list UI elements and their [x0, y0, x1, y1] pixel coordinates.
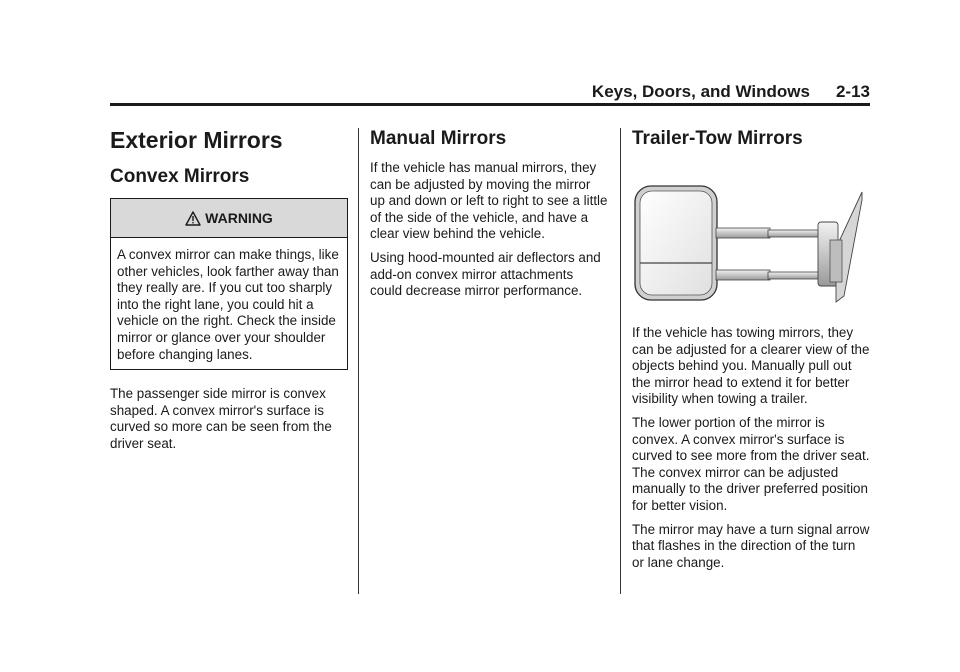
subsection-heading: Manual Mirrors	[370, 128, 507, 149]
column-divider	[358, 128, 359, 594]
warning-triangle-icon	[185, 211, 201, 226]
column-divider	[620, 128, 621, 594]
subsection-heading: Convex Mirrors	[110, 166, 250, 187]
body-paragraph: The mirror may have a turn signal arrow that flashes in the direction of the turn or lane change.	[632, 521, 870, 570]
section-heading: Exterior Mirrors	[110, 127, 283, 153]
body-paragraph: The passenger side mirror is convex shaped. A convex mirror's surface is curved so more can be seen from the driver seat.	[110, 386, 332, 451]
subsection-heading: Trailer-Tow Mirrors	[632, 128, 803, 149]
body-paragraph: If the vehicle has manual mirrors, they can be adjusted by moving the mirror up and down or left to right to see a little of the side of the vehicle, and have a clear view behind the vehicle.	[370, 160, 608, 242]
page-header	[110, 82, 870, 102]
body-paragraph: Using hood-mounted air deflectors and add-on convex mirror attachments could decrease mirror performance.	[370, 249, 601, 299]
warning-text: A convex mirror can make things, like other vehicles, look farther away than they really are. If you cut too sharply into the right lane, you could hit a vehicle on the right. Check the inside mirror or glance over your shoulder before changing lanes.	[117, 247, 339, 362]
section-title: Keys, Doors, and Windows	[591, 82, 810, 101]
trailer-tow-mirror-illustration	[632, 170, 868, 310]
header-rule	[110, 103, 870, 106]
warning-body	[111, 238, 347, 369]
column-right	[632, 120, 870, 578]
warning-header	[111, 199, 347, 238]
body-paragraph: If the vehicle has towing mirrors, they can be adjusted for a clearer view of the objects behind you. Manually pull out the mirror head to extend it for better visibility when towing a trailer.	[632, 325, 870, 407]
page-number: 2-13	[835, 82, 870, 101]
warning-label: WARNING	[205, 210, 273, 226]
warning-box	[110, 198, 348, 370]
body-paragraph: The lower portion of the mirror is convex. A convex mirror's surface is curved to see more from the driver seat. The convex mirror can be adjusted manually to the driver preferred position for better vision.	[632, 414, 870, 513]
column-middle	[370, 120, 608, 307]
column-left	[110, 120, 348, 460]
